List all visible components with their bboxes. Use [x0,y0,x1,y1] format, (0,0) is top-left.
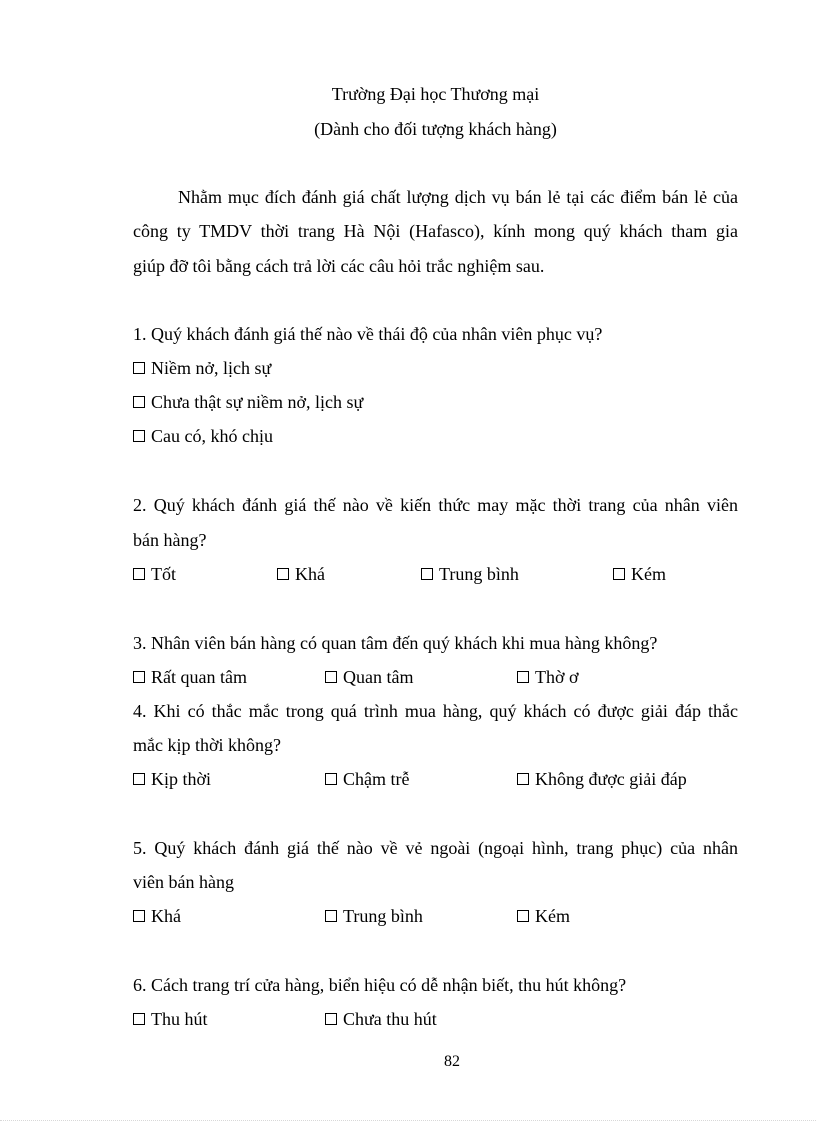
checkbox-icon[interactable] [277,568,289,580]
page-subtitle: (Dành cho đối tượng khách hàng) [314,119,557,139]
option-checkbox[interactable]: Chưa thật sự niềm nở, lịch sự [133,390,363,414]
checkbox-icon[interactable] [133,773,145,785]
checkbox-icon[interactable] [133,362,145,374]
option-checkbox[interactable]: Khá [277,562,325,586]
question-text: 1. Quý khách đánh giá thế nào về thái độ của nhân viên phục vụ? [133,324,603,344]
question-text: bán hàng? [133,530,207,550]
checkbox-icon[interactable] [517,671,529,683]
question-text: viên bán hàng [133,872,234,892]
option-checkbox[interactable]: Chậm trễ [325,767,409,791]
question-text: 2. Quý khách đánh giá thế nào về kiến thức may mặc thời trang của nhân viên [133,495,738,515]
checkbox-icon[interactable] [325,671,337,683]
option-checkbox[interactable]: Kém [517,904,570,928]
intro-line: công ty TMDV thời trang Hà Nội (Hafasco), kính mong quý khách tham gia [133,221,738,241]
option-checkbox[interactable]: Niềm nở, lịch sự [133,356,271,380]
option-checkbox[interactable]: Kịp thời [133,767,211,791]
checkbox-icon[interactable] [133,396,145,408]
question-text: 3. Nhân viên bán hàng có quan tâm đến quý khách khi mua hàng không? [133,633,658,653]
option-checkbox[interactable]: Tốt [133,562,176,586]
option-checkbox[interactable]: Trung bình [421,562,519,586]
option-checkbox[interactable]: Khá [133,904,181,928]
option-checkbox[interactable]: Quan tâm [325,665,413,689]
question-text: mắc kịp thời không? [133,735,281,755]
option-checkbox[interactable]: Cau có, khó chịu [133,424,273,448]
page-title: Trường Đại học Thương mại [331,84,540,104]
checkbox-icon[interactable] [325,773,337,785]
checkbox-icon[interactable] [421,568,433,580]
question-text: 6. Cách trang trí cửa hàng, biển hiệu có dễ nhận biết, thu hút không? [133,975,627,995]
option-checkbox[interactable]: Chưa thu hút [325,1007,437,1031]
question-text: 4. Khi có thắc mắc trong quá trình mua hàng, quý khách có được giải đáp thắc [133,701,738,721]
checkbox-icon[interactable] [133,430,145,442]
checkbox-icon[interactable] [133,568,145,580]
intro-line: Nhằm mục đích đánh giá chất lượng dịch vụ bán lẻ tại các điểm bán lẻ của [178,187,738,207]
question-text: 5. Quý khách đánh giá thế nào về vẻ ngoài (ngoại hình, trang phục) của nhân [133,838,738,858]
checkbox-icon[interactable] [133,1013,145,1025]
checkbox-icon[interactable] [133,671,145,683]
option-checkbox[interactable]: Thu hút [133,1007,208,1031]
page-number: 82 [444,1053,460,1070]
checkbox-icon[interactable] [133,910,145,922]
checkbox-icon[interactable] [613,568,625,580]
page-bottom-divider [0,1120,816,1121]
intro-line: giúp đỡ tôi bằng cách trả lời các câu hỏi trắc nghiệm sau. [133,256,545,276]
option-checkbox[interactable]: Thờ ơ [517,665,579,689]
option-checkbox[interactable]: Kém [613,562,666,586]
option-checkbox[interactable]: Không được giải đáp [517,767,687,791]
checkbox-icon[interactable] [517,910,529,922]
option-checkbox[interactable]: Rất quan tâm [133,665,247,689]
option-checkbox[interactable]: Trung bình [325,904,423,928]
checkbox-icon[interactable] [325,1013,337,1025]
checkbox-icon[interactable] [325,910,337,922]
checkbox-icon[interactable] [517,773,529,785]
